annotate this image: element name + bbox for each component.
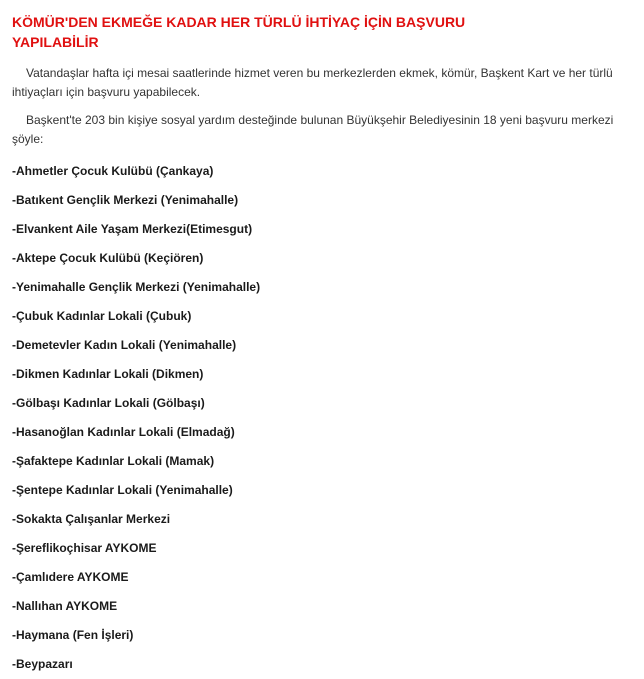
list-item: -Nallıhan AYKOME — [12, 599, 118, 613]
list-item: -Dikmen Kadınlar Lokali (Dikmen) — [12, 367, 204, 381]
article-headline: KÖMÜR'DEN EKMEĞE KADAR HER TÜRLÜ İHTİYAÇ İÇİN BAŞVURU YAPILABİLİR — [12, 14, 466, 50]
list-item: -Haymana (Fen İşleri) — [12, 628, 134, 642]
list-item: -Gölbaşı Kadınlar Lokali (Gölbaşı) — [12, 396, 205, 410]
list-item: -Beypazarı — [12, 657, 73, 671]
intro-paragraph: Vatandaşlar hafta içi mesai saatlerinde hizmet veren bu merkezlerden ekmek, kömür, Başkent Kart ve her türlü ihtiyaçları için başvuru yapabilecek. — [12, 66, 613, 99]
list-item: -Aktepe Çocuk Kulübü (Keçiören) — [12, 251, 204, 265]
list-item: -Elvankent Aile Yaşam Merkezi(Etimesgut) — [12, 222, 253, 236]
list-item: -Şafaktepe Kadınlar Lokali (Mamak) — [12, 454, 215, 468]
list-item: -Çubuk Kadınlar Lokali (Çubuk) — [12, 309, 192, 323]
list-item: -Şereflikoçhisar AYKOME — [12, 541, 157, 555]
application-centers-list — [12, 157, 632, 679]
list-item: -Demetevler Kadın Lokali (Yenimahalle) — [12, 338, 237, 352]
list-item: -Sokakta Çalışanlar Merkezi — [12, 512, 171, 526]
list-item: -Yenimahalle Gençlik Merkezi (Yenimahalle) — [12, 280, 261, 294]
list-item: -Çamlıdere AYKOME — [12, 570, 129, 584]
list-item: -Ahmetler Çocuk Kulübü (Çankaya) — [12, 164, 214, 178]
list-item: -Şentepe Kadınlar Lokali (Yenimahalle) — [12, 483, 233, 497]
list-item: -Batıkent Gençlik Merkezi (Yenimahalle) — [12, 193, 239, 207]
article — [12, 0, 632, 679]
list-item: -Hasanoğlan Kadınlar Lokali (Elmadağ) — [12, 425, 235, 439]
centers-intro-paragraph: Başkent'te 203 bin kişiye sosyal yardım desteğinde bulunan Büyükşehir Belediyesinin 18 yeni başvuru merkezi şöyle: — [12, 113, 614, 146]
